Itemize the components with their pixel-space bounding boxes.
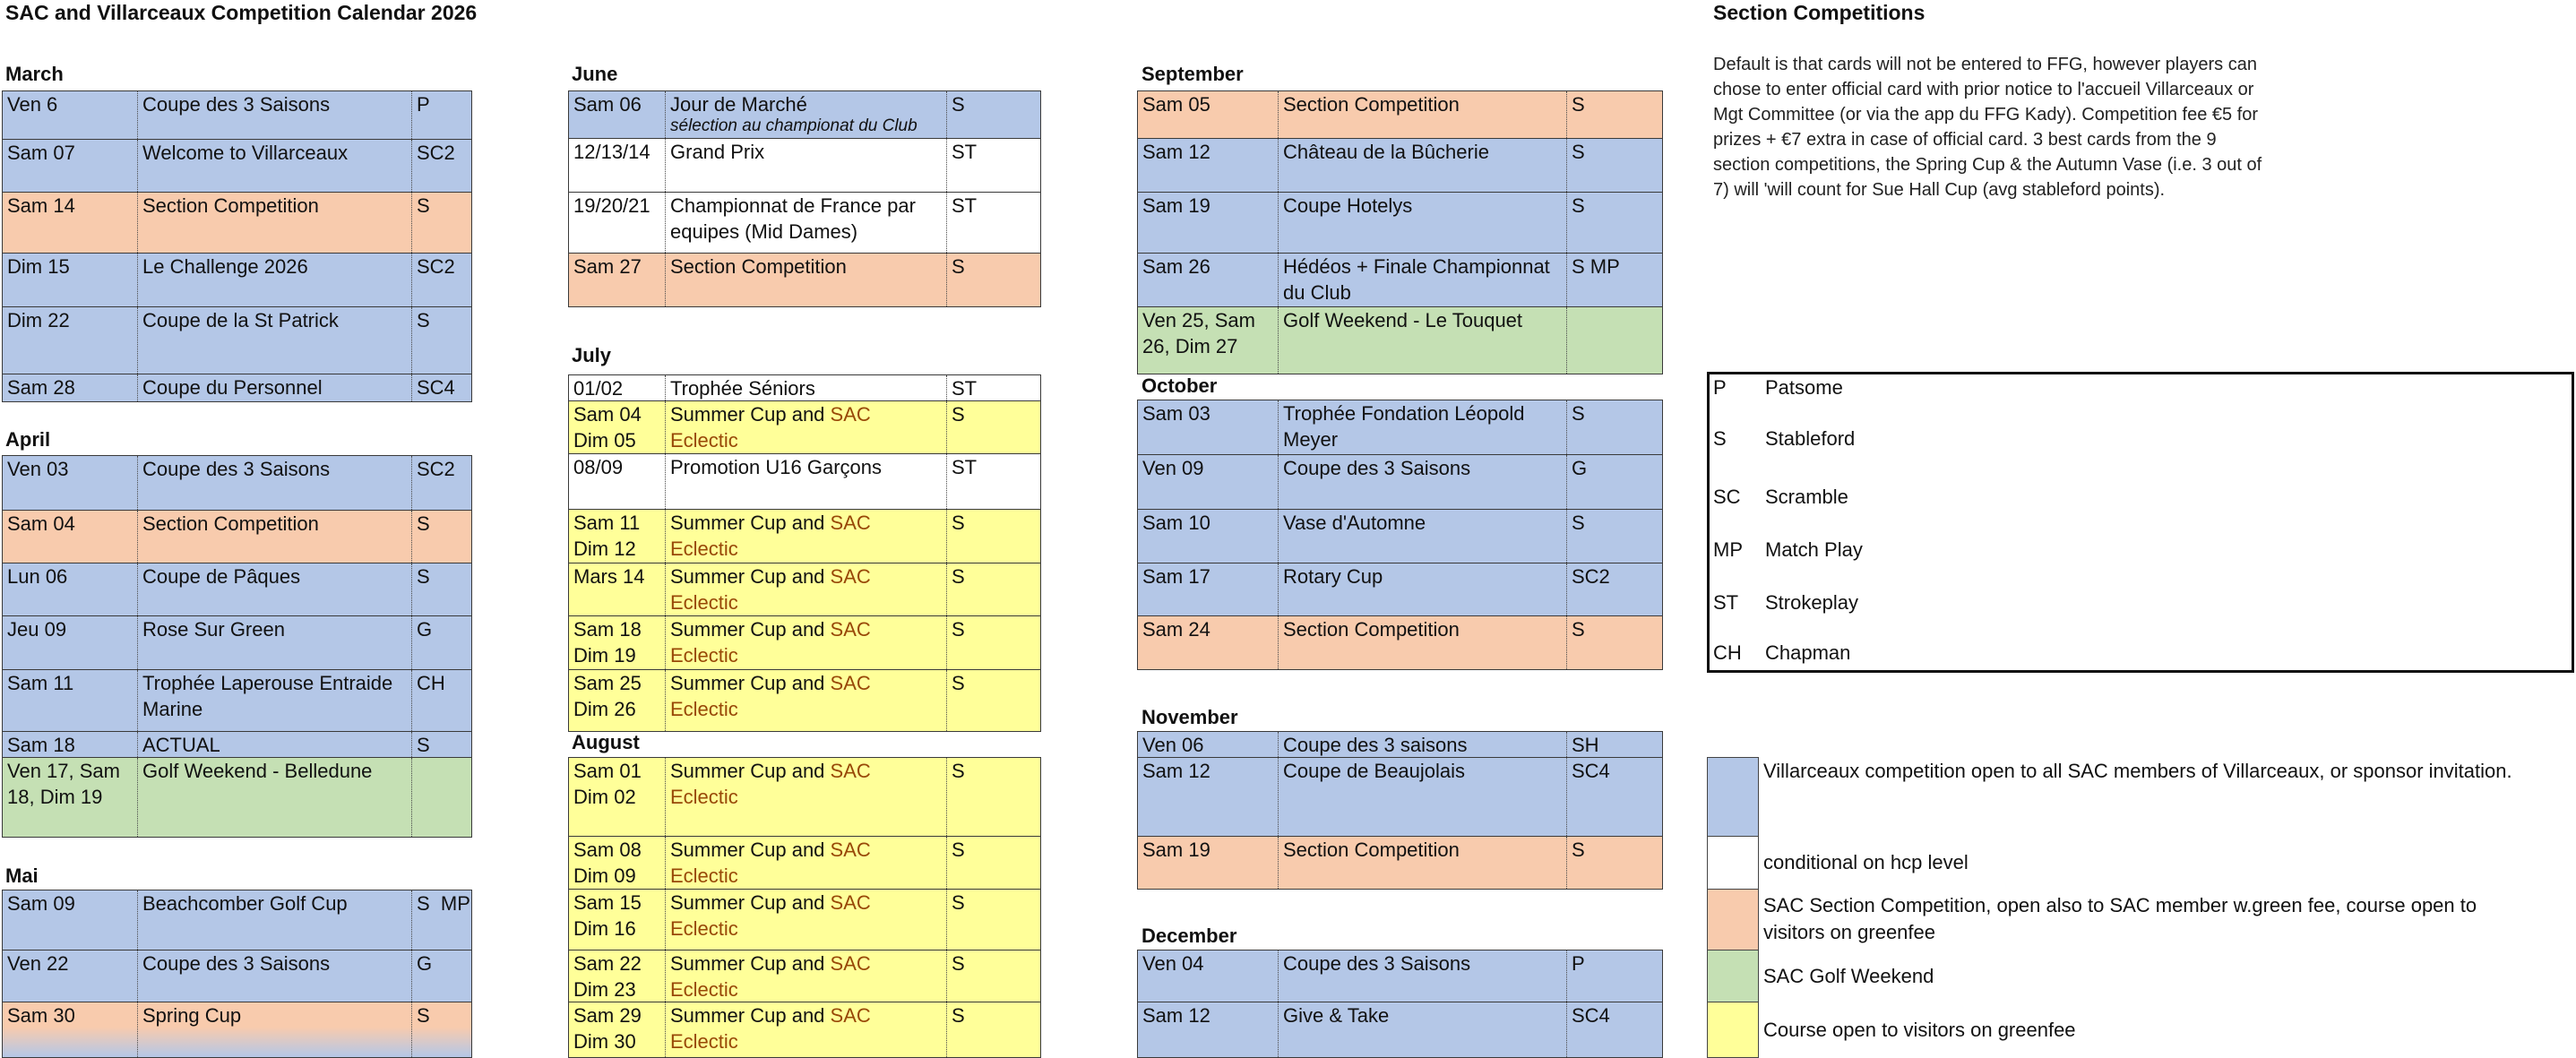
- row-date: 01/02: [569, 375, 666, 400]
- row-event: Golf Weekend - Belledune: [138, 758, 412, 837]
- row-format: S MP: [417, 892, 470, 915]
- row-event-accent: SAC Eclectic: [670, 618, 871, 667]
- page-title: SAC and Villarceaux Competition Calendar 2026: [5, 1, 478, 24]
- row-date: Lun 06: [3, 563, 138, 615]
- row-event-name: Summer Cup and: [670, 952, 831, 975]
- row-event: Trophée Séniors: [666, 375, 947, 400]
- row-event: Coupe des 3 saisons: [1279, 732, 1567, 757]
- row-format: S: [952, 1004, 965, 1027]
- row-event: [666, 616, 947, 669]
- calendar-row: [568, 615, 1041, 670]
- row-date: Sam 27: [569, 254, 666, 306]
- calendar-row: [568, 400, 1041, 454]
- row-event: Trophée Fondation Léopold Meyer: [1279, 400, 1567, 454]
- calendar-row: [2, 563, 472, 616]
- row-format: [412, 758, 471, 837]
- calendar-row: [2, 455, 472, 511]
- month-heading-march: March: [5, 63, 64, 85]
- row-format: S: [952, 672, 965, 694]
- row-event-accent: SAC Eclectic: [670, 839, 871, 887]
- row-format: ST: [952, 194, 978, 217]
- row-date: Sam 11: [3, 670, 138, 731]
- row-format: CH: [417, 672, 445, 694]
- row-date: Sam 12: [1138, 1002, 1279, 1057]
- month-heading-april: April: [5, 428, 51, 451]
- row-event: Give & Take: [1279, 1002, 1567, 1057]
- row-date: Ven 17, Sam 18, Dim 19: [3, 758, 138, 837]
- calendar-row: [1137, 615, 1663, 670]
- row-date: Sam 12: [1138, 758, 1279, 836]
- row-format: SC2: [417, 458, 455, 480]
- calendar-row: [568, 374, 1041, 401]
- row-format: S: [1572, 402, 1585, 425]
- legend-label: Course open to visitors on greenfee: [1763, 1019, 2076, 1041]
- row-format: ST: [952, 141, 978, 163]
- calendar-row: [568, 563, 1041, 616]
- calendar-row: [1137, 138, 1663, 193]
- calendar-row: [1137, 731, 1663, 758]
- row-format: S: [952, 403, 965, 426]
- calendar-row: [568, 192, 1041, 254]
- row-event: Coupe Hotelys: [1279, 193, 1567, 253]
- row-event: [666, 91, 947, 138]
- row-format: P: [1572, 952, 1585, 975]
- row-date: Dim 15: [3, 254, 138, 306]
- row-event-name: Jour de Marché: [670, 93, 807, 116]
- row-date: Sam 30: [3, 1002, 138, 1057]
- row-event: Section Competition: [138, 193, 412, 253]
- row-event: Coupe des 3 Saisons: [1279, 950, 1567, 1002]
- row-event: Section Competition: [138, 511, 412, 563]
- row-date: Sam 15 Dim 16: [569, 890, 666, 950]
- row-date: Sam 04 Dim 05: [569, 401, 666, 453]
- row-format: S: [952, 512, 965, 534]
- format-label: Match Play: [1765, 538, 1863, 561]
- row-event: [666, 563, 947, 615]
- row-format: S: [417, 565, 430, 588]
- row-event: Coupe des 3 Saisons: [138, 456, 412, 510]
- row-event-name: Summer Cup and: [670, 403, 831, 426]
- row-event: [666, 401, 947, 453]
- calendar-row: [1137, 400, 1663, 455]
- row-event: [666, 890, 947, 950]
- row-event: ACTUAL: [138, 732, 412, 757]
- row-event: Golf Weekend - Le Touquet: [1279, 307, 1567, 374]
- calendar-row: [568, 509, 1041, 563]
- format-code: CH: [1713, 641, 1742, 664]
- row-event: [666, 950, 947, 1002]
- calendar-row: [568, 836, 1041, 890]
- row-date: Sam 04: [3, 511, 138, 563]
- row-event-accent: SAC Eclectic: [670, 565, 871, 614]
- row-format: SC2: [1572, 565, 1610, 588]
- row-date: Sam 09: [3, 890, 138, 950]
- row-format: S: [417, 734, 430, 756]
- row-format: SH: [1572, 734, 1599, 756]
- calendar-row: [2, 90, 472, 140]
- row-event-name: Summer Cup and: [670, 891, 831, 914]
- row-date: Sam 26: [1138, 254, 1279, 306]
- month-heading-september: September: [1142, 63, 1244, 85]
- row-format: SC4: [417, 376, 455, 399]
- row-date: Sam 11 Dim 12: [569, 510, 666, 563]
- row-format: S: [1572, 194, 1585, 217]
- calendar-row: [1137, 950, 1663, 1002]
- row-event: Coupe de la St Patrick: [138, 307, 412, 374]
- calendar-row: [2, 890, 472, 950]
- row-date: Ven 25, Sam 26, Dim 27: [1138, 307, 1279, 374]
- row-event-name: Summer Cup and: [670, 672, 831, 694]
- row-event: Section Competition: [666, 254, 947, 306]
- row-event-accent: SAC Eclectic: [670, 891, 871, 940]
- row-event-accent: SAC Eclectic: [670, 760, 871, 808]
- calendar-row: [2, 1002, 472, 1058]
- row-format: G: [417, 952, 433, 975]
- row-format: S: [417, 512, 430, 535]
- format-label: Strokeplay: [1765, 591, 1858, 614]
- calendar-row: [1137, 757, 1663, 837]
- row-event-name: Summer Cup and: [670, 618, 831, 641]
- format-code: SC: [1713, 486, 1741, 508]
- calendar-row: [568, 757, 1041, 837]
- row-event-accent: SAC Eclectic: [670, 672, 871, 720]
- calendar-row: [568, 950, 1041, 1002]
- legend-label: conditional on hcp level: [1763, 851, 1969, 873]
- calendar-row: [1137, 836, 1663, 890]
- calendar-row: [568, 453, 1041, 510]
- row-format: SC4: [1572, 760, 1610, 782]
- month-heading-mai: Mai: [5, 864, 39, 887]
- row-event: Coupe de Pâques: [138, 563, 412, 615]
- row-event-name: Summer Cup and: [670, 1004, 831, 1027]
- calendar-row: [568, 1002, 1041, 1058]
- row-format: S MP: [1572, 255, 1620, 278]
- row-event: [666, 670, 947, 731]
- row-date: Sam 12: [1138, 139, 1279, 192]
- row-format: G: [417, 618, 433, 641]
- format-code: MP: [1713, 538, 1743, 561]
- row-format: S: [417, 309, 430, 331]
- calendar-row: [568, 889, 1041, 950]
- calendar-row: [2, 374, 472, 402]
- row-event: Rotary Cup: [1279, 563, 1567, 615]
- row-date: Sam 08 Dim 09: [569, 837, 666, 889]
- row-event-accent: SAC Eclectic: [670, 403, 871, 452]
- calendar-row: [2, 253, 472, 307]
- row-event: Spring Cup: [138, 1002, 412, 1057]
- calendar-row: [568, 669, 1041, 732]
- row-event: Coupe du Personnel: [138, 374, 412, 401]
- format-code: S: [1713, 427, 1727, 450]
- row-date: Sam 28: [3, 374, 138, 401]
- row-format: P: [417, 93, 430, 116]
- row-date: Sam 03: [1138, 400, 1279, 454]
- row-event: Coupe des 3 Saisons: [138, 91, 412, 139]
- row-event: Château de la Bûcherie: [1279, 139, 1567, 192]
- row-format: S: [952, 952, 965, 975]
- row-format: S: [1572, 512, 1585, 534]
- month-heading-october: October: [1142, 374, 1218, 397]
- row-date: Ven 6: [3, 91, 138, 139]
- row-date: Sam 17: [1138, 563, 1279, 615]
- month-heading-june: June: [572, 63, 618, 85]
- row-date: 08/09: [569, 454, 666, 509]
- section-competitions-title: Section Competitions: [1713, 1, 1926, 24]
- row-event: Beachcomber Golf Cup: [138, 890, 412, 950]
- calendar-row: [2, 615, 472, 670]
- calendar-row: [2, 669, 472, 732]
- calendar-row: [568, 138, 1041, 193]
- row-format: S: [952, 93, 965, 116]
- month-heading-july: July: [572, 344, 612, 366]
- legend-swatch-yellow: [1707, 1002, 1759, 1058]
- row-date: Ven 04: [1138, 950, 1279, 1002]
- row-format: S: [952, 891, 965, 914]
- format-key-box: [1707, 372, 2574, 673]
- calendar-row: [568, 90, 1041, 139]
- row-event: Welcome to Villarceaux: [138, 140, 412, 192]
- row-format: S: [952, 255, 965, 278]
- row-date: 12/13/14: [569, 139, 666, 192]
- row-format: S: [952, 839, 965, 861]
- row-event-accent: SAC Eclectic: [670, 1004, 871, 1053]
- legend-swatch-green: [1707, 950, 1759, 1002]
- row-event-name: Summer Cup and: [670, 839, 831, 861]
- calendar-row: [1137, 192, 1663, 254]
- row-date: Sam 29 Dim 30: [569, 1002, 666, 1057]
- row-event: Grand Prix: [666, 139, 947, 192]
- row-date: Ven 03: [3, 456, 138, 510]
- format-label: Scramble: [1765, 486, 1848, 508]
- row-format: ST: [952, 377, 978, 400]
- row-format: SC4: [1572, 1004, 1610, 1027]
- row-format: S: [952, 565, 965, 588]
- calendar-row: [2, 757, 472, 838]
- row-event-subtitle: sélection au championat du Club: [670, 116, 918, 135]
- row-event: Coupe des 3 Saisons: [138, 950, 412, 1002]
- row-date: Mars 14: [569, 563, 666, 615]
- legend-swatch-blue: [1707, 757, 1759, 837]
- row-date: Sam 19: [1138, 193, 1279, 253]
- row-format: ST: [952, 456, 978, 478]
- format-label: Chapman: [1765, 641, 1851, 664]
- row-date: Sam 14: [3, 193, 138, 253]
- calendar-row: [1137, 563, 1663, 616]
- row-event: Vase d'Automne: [1279, 510, 1567, 563]
- row-format: S: [952, 760, 965, 782]
- format-label: Patsome: [1765, 376, 1843, 399]
- row-event: Coupe de Beaujolais: [1279, 758, 1567, 836]
- row-format: S: [1572, 839, 1585, 861]
- calendar-row: [1137, 509, 1663, 563]
- row-event: Section Competition: [1279, 837, 1567, 889]
- row-format: S: [417, 1004, 430, 1027]
- calendar-row: [1137, 253, 1663, 307]
- calendar-row: [2, 731, 472, 758]
- row-event: [666, 837, 947, 889]
- row-date: Ven 22: [3, 950, 138, 1002]
- row-date: Jeu 09: [3, 616, 138, 669]
- row-format: S: [417, 194, 430, 217]
- month-heading-december: December: [1142, 925, 1237, 947]
- row-event: Coupe des 3 Saisons: [1279, 455, 1567, 509]
- row-format: S: [952, 618, 965, 641]
- row-format: S: [1572, 618, 1585, 641]
- month-heading-august: August: [572, 731, 640, 753]
- row-event: [666, 758, 947, 836]
- row-format: S: [1572, 141, 1585, 163]
- calendar-row: [1137, 306, 1663, 374]
- legend-swatch-white: [1707, 836, 1759, 890]
- row-date: Sam 07: [3, 140, 138, 192]
- calendar-row: [2, 510, 472, 563]
- calendar-row: [1137, 454, 1663, 510]
- row-date: Sam 22 Dim 23: [569, 950, 666, 1002]
- row-event: [666, 1002, 947, 1057]
- month-heading-november: November: [1142, 706, 1238, 728]
- row-format: SC2: [417, 255, 455, 278]
- calendar-row: [2, 139, 472, 193]
- row-format: G: [1572, 457, 1588, 479]
- row-event-accent: SAC Eclectic: [670, 512, 871, 560]
- calendar-row: [1137, 90, 1663, 139]
- row-format: S: [1572, 93, 1585, 116]
- section-competitions-note: Default is that cards will not be entered to FFG, however players can chose to enter official card with prior notice to l'accueil Villarceaux or Mgt Committee (or via the app du FFG Kady). Competition fee €5 for prizes + €7 extra in case of official card. 3 best cards from the 9 section competitions, the Spring Cup & the Autumn Vase (i.e. 3 out of 7) will 'will count for Sue Hall Cup (avg stableford points).: [1713, 55, 2262, 200]
- row-date: Sam 01 Dim 02: [569, 758, 666, 836]
- row-date: Sam 18 Dim 19: [569, 616, 666, 669]
- legend-label: SAC Golf Weekend: [1763, 965, 1934, 987]
- row-date: Sam 19: [1138, 837, 1279, 889]
- row-date: Dim 22: [3, 307, 138, 374]
- row-event-name: Summer Cup and: [670, 512, 831, 534]
- row-event: Trophée Laperouse Entraide Marine: [138, 670, 412, 731]
- row-event: [666, 510, 947, 563]
- row-date: Sam 05: [1138, 91, 1279, 138]
- row-event: Hédéos + Finale Championnat du Club: [1279, 254, 1567, 306]
- row-date: Sam 06: [569, 91, 666, 138]
- row-date: Sam 25 Dim 26: [569, 670, 666, 731]
- row-event-name: Summer Cup and: [670, 565, 831, 588]
- legend-label: SAC Section Competition, open also to SAC member w.green fee, course open to visitors on greenfee: [1763, 894, 2477, 943]
- calendar-row: [2, 306, 472, 374]
- calendar-row: [1137, 1002, 1663, 1058]
- row-event: Section Competition: [1279, 616, 1567, 669]
- row-format: SC2: [417, 142, 455, 164]
- row-date: Ven 06: [1138, 732, 1279, 757]
- row-date: 19/20/21: [569, 193, 666, 253]
- row-event-accent: SAC Eclectic: [670, 952, 871, 1001]
- calendar-row: [2, 192, 472, 254]
- format-code: ST: [1713, 591, 1739, 614]
- format-code: P: [1713, 376, 1727, 399]
- row-date: Sam 10: [1138, 510, 1279, 563]
- format-label: Stableford: [1765, 427, 1856, 450]
- row-date: Ven 09: [1138, 455, 1279, 509]
- row-date: Sam 18: [3, 732, 138, 757]
- row-format: [1567, 307, 1662, 374]
- row-date: Sam 24: [1138, 616, 1279, 669]
- row-event: Promotion U16 Garçons: [666, 454, 947, 509]
- row-event: Championnat de France par equipes (Mid Dames): [666, 193, 947, 253]
- legend-swatch-orange: [1707, 889, 1759, 950]
- legend-label: Villarceaux competition open to all SAC members of Villarceaux, or sponsor invitation.: [1763, 760, 2512, 782]
- row-event: Section Competition: [1279, 91, 1567, 138]
- calendar-row: [568, 253, 1041, 307]
- row-event: Le Challenge 2026: [138, 254, 412, 306]
- row-event: Rose Sur Green: [138, 616, 412, 669]
- row-event-name: Summer Cup and: [670, 760, 831, 782]
- calendar-row: [2, 950, 472, 1002]
